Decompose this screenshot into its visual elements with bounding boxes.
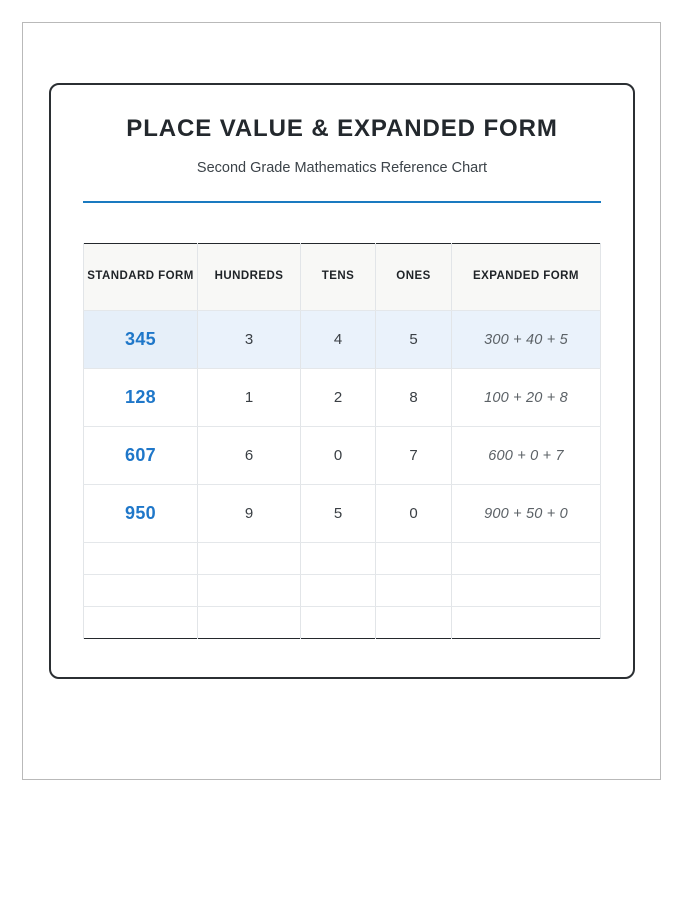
cell-tens [301,575,376,607]
cell-expanded-form: 100 + 20 + 8 [452,369,601,427]
cell-hundreds [198,543,301,575]
cell-expanded-form: 900 + 50 + 0 [452,485,601,543]
page-title: PLACE VALUE & EXPANDED FORM [126,115,558,142]
column-header-expanded-form: EXPANDED FORM [452,244,601,311]
table-row [84,427,601,485]
cell-ones: 5 [376,311,452,369]
cell-ones: 0 [376,485,452,543]
cell-expanded-form [452,607,601,639]
cell-expanded-form [452,543,601,575]
column-header-hundreds: HUNDREDS [198,244,301,311]
cell-ones [376,607,452,639]
cell-standard-form: 950 [84,485,198,543]
page-sheet [22,22,661,780]
column-header-ones: ONES [376,244,452,311]
cell-hundreds: 3 [198,311,301,369]
column-header-standard-form: STANDARD FORM [84,244,198,311]
cell-standard-form [84,543,198,575]
table-body [84,311,601,639]
cell-ones [376,575,452,607]
card-content [51,85,633,639]
cell-tens: 4 [301,311,376,369]
cell-hundreds: 9 [198,485,301,543]
cell-tens [301,543,376,575]
cell-expanded-form: 600 + 0 + 7 [452,427,601,485]
page-subtitle: Second Grade Mathematics Reference Chart [196,159,488,176]
cell-hundreds: 1 [198,369,301,427]
table-row-blank [84,575,601,607]
cell-standard-form: 607 [84,427,198,485]
table-row [84,311,601,369]
table-header-row [84,244,601,311]
table-row-blank [84,607,601,639]
title-divider [83,201,601,203]
cell-ones [376,543,452,575]
column-header-tens: TENS [301,244,376,311]
table-header [84,244,601,311]
table-row [84,369,601,427]
cell-hundreds [198,575,301,607]
table-row-blank [84,543,601,575]
reference-chart-card [49,83,635,679]
table-row [84,485,601,543]
cell-standard-form: 345 [84,311,198,369]
cell-hundreds: 6 [198,427,301,485]
cell-standard-form: 128 [84,369,198,427]
place-value-table-wrapper [83,243,601,639]
cell-standard-form [84,607,198,639]
cell-tens [301,607,376,639]
cell-tens: 5 [301,485,376,543]
cell-expanded-form [452,575,601,607]
place-value-table [83,243,601,639]
cell-ones: 8 [376,369,452,427]
cell-tens: 0 [301,427,376,485]
cell-standard-form [84,575,198,607]
cell-ones: 7 [376,427,452,485]
cell-expanded-form: 300 + 40 + 5 [452,311,601,369]
cell-tens: 2 [301,369,376,427]
cell-hundreds [198,607,301,639]
